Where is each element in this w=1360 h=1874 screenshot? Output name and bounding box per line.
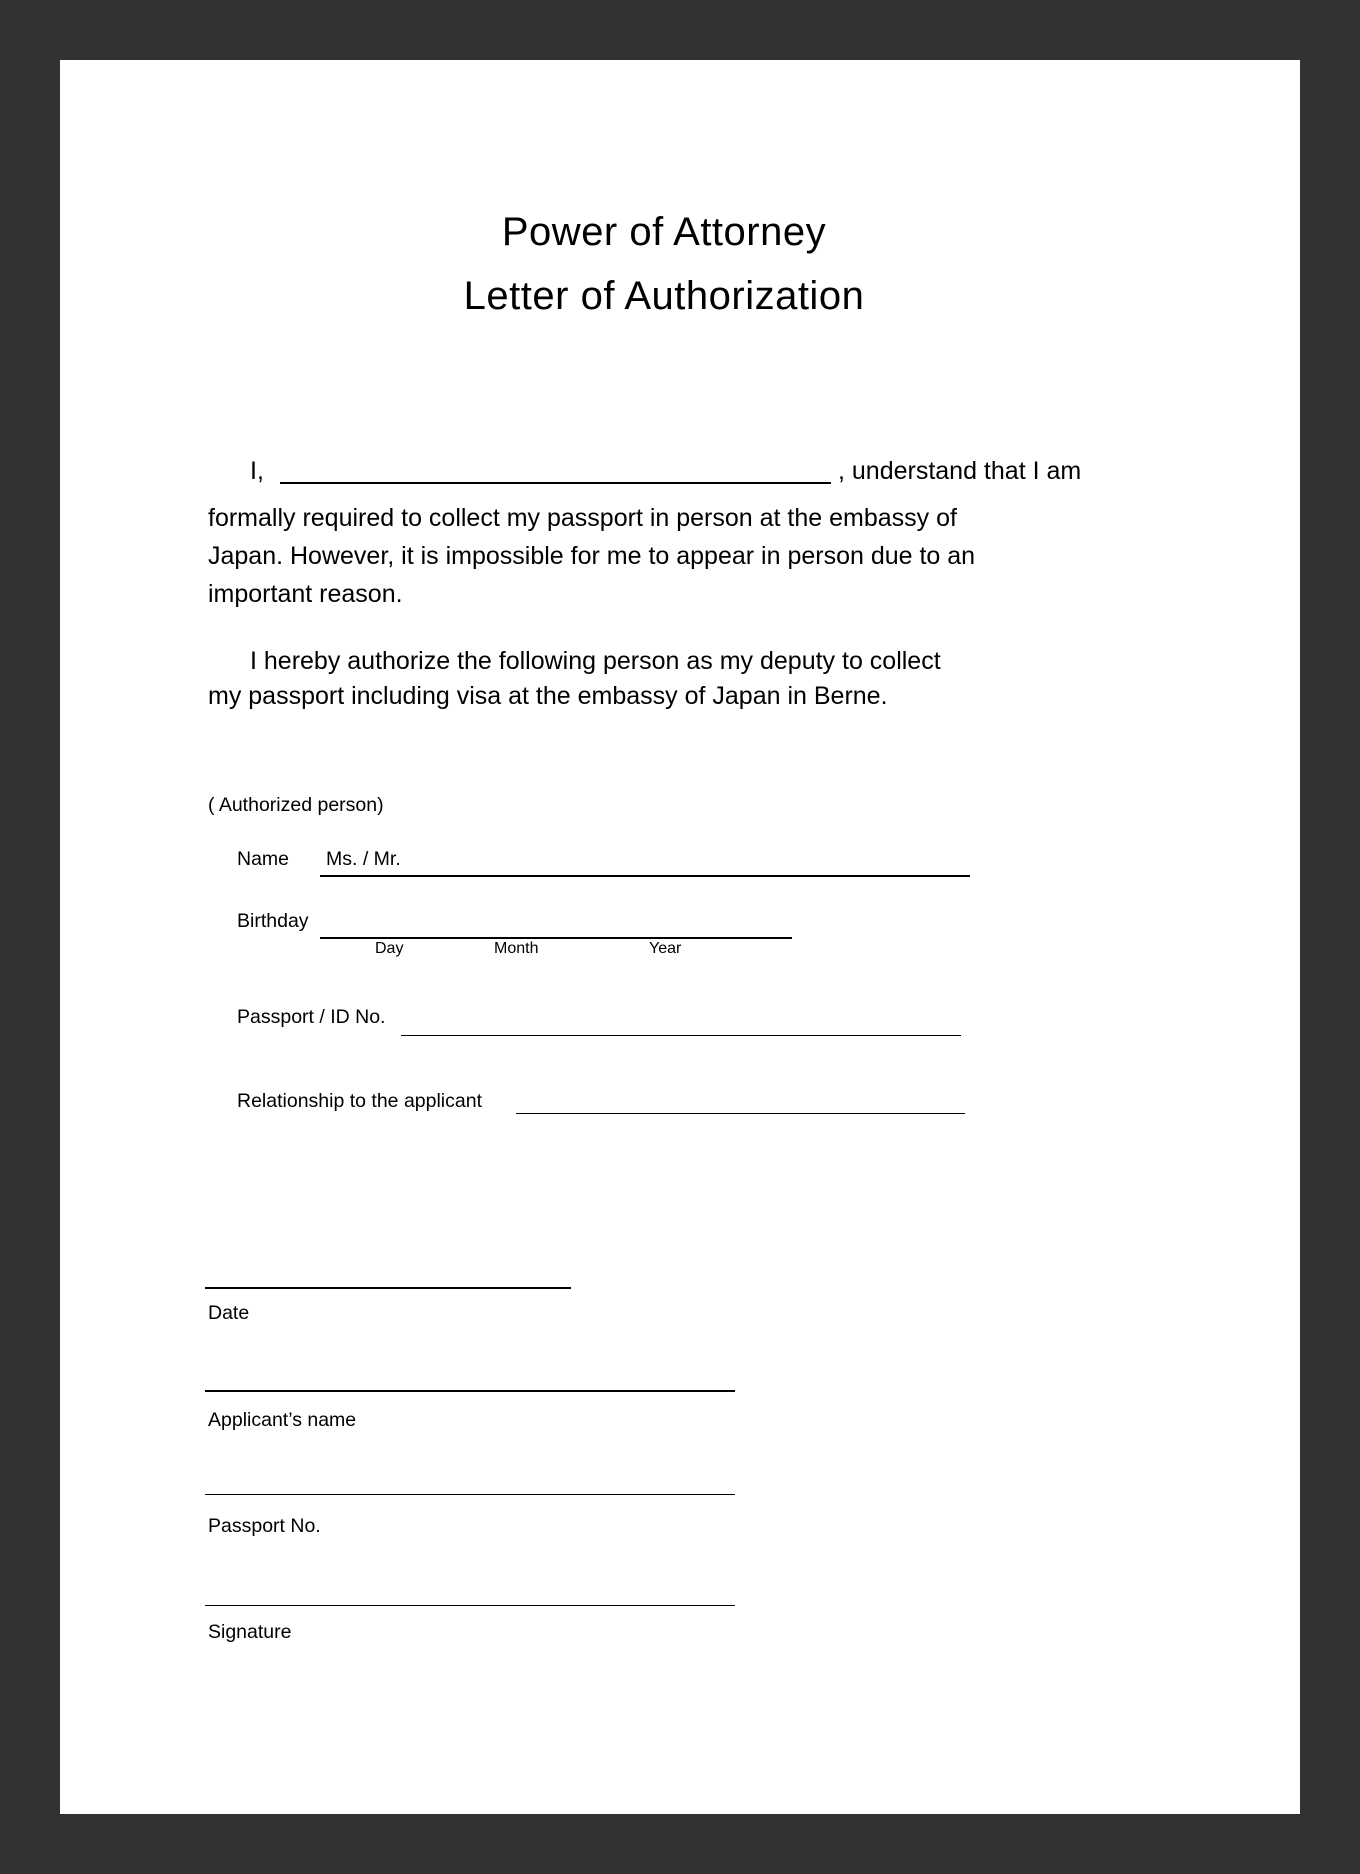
name-label: Name (237, 848, 290, 870)
month-label: Month (494, 940, 539, 957)
relationship-label: Relationship to the applicant (237, 1090, 482, 1112)
document-title: Power of Attorney (501, 210, 827, 254)
date-label: Date (208, 1302, 250, 1324)
birthday-label: Birthday (237, 910, 309, 932)
para2-line2: my passport including visa at the embassy of Japan in Berne. (208, 682, 888, 710)
passport-id-label: Passport / ID No. (237, 1006, 386, 1028)
authorized-heading: ( Authorized person) (208, 794, 384, 816)
year-label: Year (649, 940, 682, 957)
day-label: Day (375, 940, 404, 957)
passport-id-blank[interactable] (401, 1035, 961, 1036)
passport-no-label: Passport No. (208, 1515, 321, 1537)
para1-line2: formally required to collect my passport in person at the embassy of (208, 504, 957, 532)
para1-prefix: I, (250, 457, 264, 485)
birthday-blank[interactable] (320, 937, 792, 939)
date-blank[interactable] (205, 1287, 571, 1289)
passport-no-line[interactable] (205, 1494, 735, 1495)
document-page (60, 60, 1300, 1814)
authorized-name-blank[interactable] (320, 875, 970, 877)
para1-line4: important reason. (208, 580, 403, 608)
applicant-name-label: Applicant’s name (208, 1409, 357, 1431)
name-prefix: Ms. / Mr. (326, 848, 401, 870)
applicant-name-line[interactable] (205, 1390, 735, 1392)
relationship-blank[interactable] (516, 1113, 965, 1114)
document-subtitle: Letter of Authorization (463, 274, 865, 318)
para1-suffix: , understand that I am (838, 457, 1082, 485)
applicant-name-blank[interactable] (280, 482, 831, 484)
para1-line3: Japan. However, it is impossible for me to appear in person due to an (208, 542, 976, 570)
signature-label: Signature (208, 1621, 292, 1643)
para2-line1: I hereby authorize the following person as my deputy to collect (250, 647, 941, 675)
signature-line[interactable] (205, 1605, 735, 1606)
